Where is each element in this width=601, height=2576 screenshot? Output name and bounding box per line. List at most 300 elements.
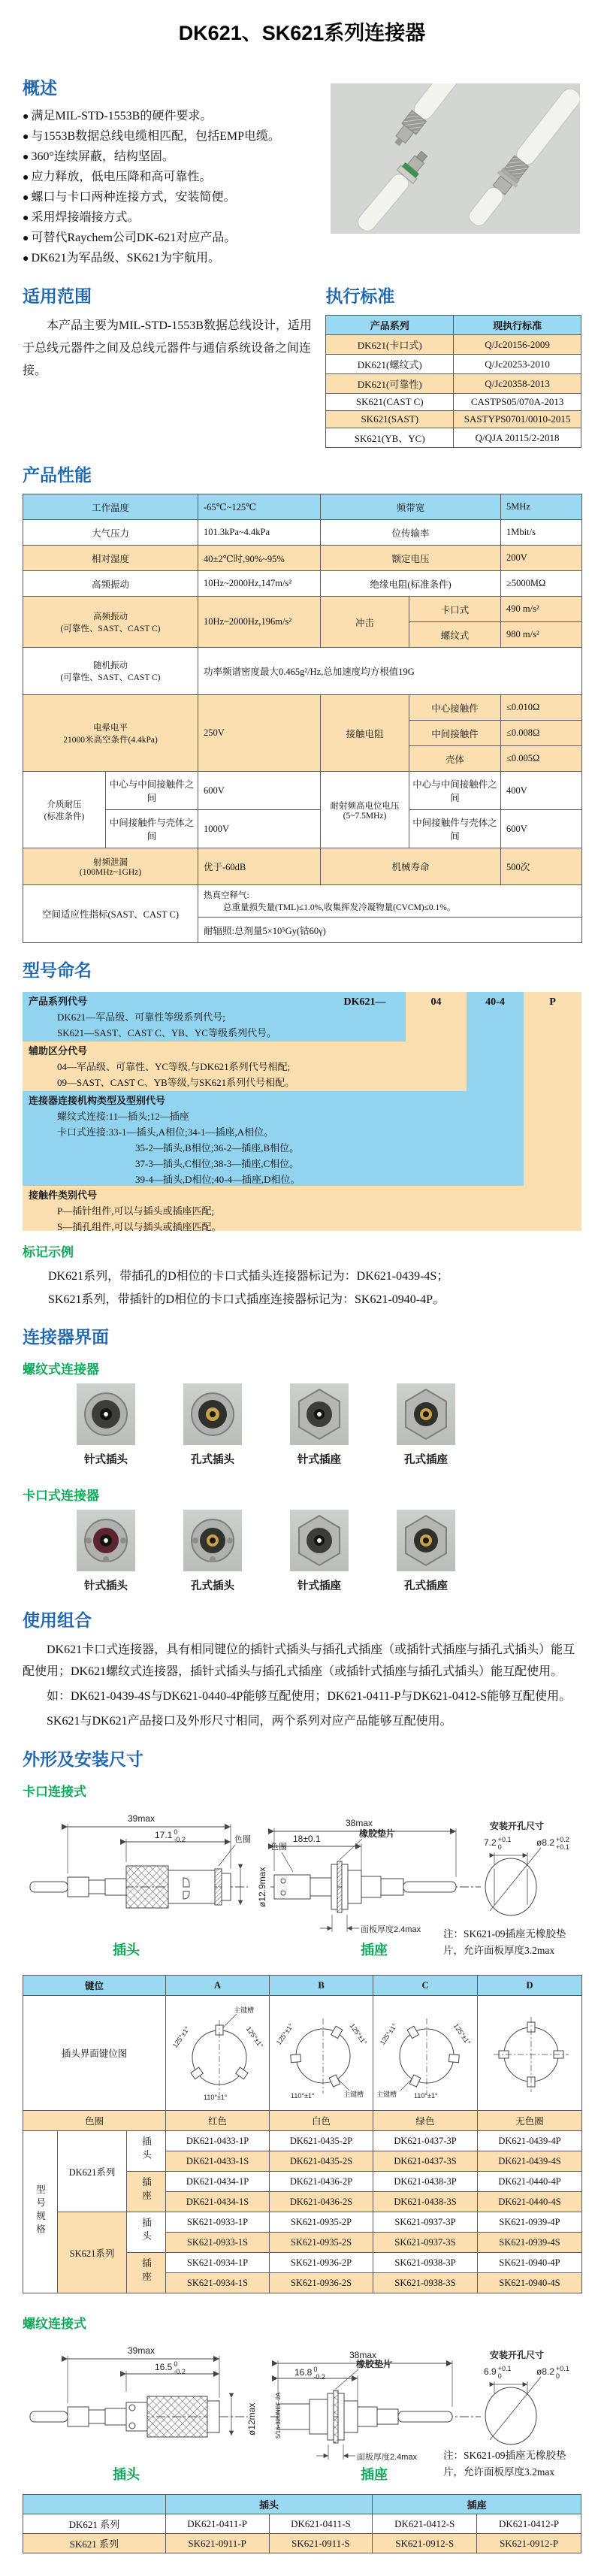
perf-label: 高频振动 — [23, 571, 198, 597]
naming-line: P—插针组件,可以与插头或插座匹配; — [57, 1205, 215, 1217]
connector-face — [397, 1383, 455, 1467]
model-cell: SK621-0911-P — [165, 2534, 269, 2553]
key-header: 键位 — [23, 1976, 166, 1996]
perf-label-line: 21000米高空条件(4.4kPa) — [63, 735, 158, 745]
series-label: DK621 系列 — [23, 2514, 166, 2534]
spec-cell: DK621-0439-4S — [478, 2151, 582, 2172]
dim-socket-front: 18±0.1 — [293, 1834, 321, 1844]
socket-caption: 插座 — [361, 2467, 388, 2482]
perf-sublabel: 中心接触件 — [409, 695, 501, 721]
kind-label — [127, 2131, 166, 2172]
marking-example: SK621系列，带插针的D相位的卡口式插座连接器标记为：SK621-0940-4P。 — [48, 1293, 445, 1306]
feature-item: ● 360°连续屏蔽，结构坚固。 — [23, 147, 320, 168]
face-caption: 孔式插头 — [191, 1580, 234, 1592]
naming-line: 卡口式连接:33-1—插头,A相位;34-1—插座,A相位。 — [57, 1126, 274, 1138]
scope-heading: 适用范围 — [23, 286, 92, 306]
spec-cell: DK621-0440-4S — [478, 2192, 582, 2212]
interface-heading: 连接器界面 — [23, 1327, 109, 1347]
angle-label: 110°±1° — [204, 2094, 228, 2101]
dim-tol-top: 0 — [174, 2360, 178, 2368]
naming-block-title: 连接器连接机构类型及型别代号 — [29, 1095, 166, 1106]
dim-socket-length: 38max — [349, 2350, 377, 2360]
spec-cell: SK621-0937-3S — [373, 2233, 478, 2253]
perf-label — [23, 695, 198, 772]
key-header: C — [373, 1976, 478, 1996]
spec-cell: SK621-0938-3S — [373, 2273, 478, 2293]
perf-value: ≤0.005Ω — [501, 746, 582, 772]
socket-receptacle-photo — [397, 1383, 455, 1445]
bayonet-faces-row — [77, 1510, 581, 1593]
naming-line: DK621—军品级、可靠性等级系列代号; — [57, 1011, 225, 1023]
performance-heading: 产品性能 — [23, 465, 92, 485]
perf-value: -65℃~125℃ — [198, 494, 321, 520]
spec-cell: SK621-0936-2S — [270, 2273, 373, 2293]
standards-cell: Q/QJA 20115/2-2018 — [454, 428, 581, 448]
perf-label: 大气压力 — [23, 520, 198, 546]
kind-label — [127, 2212, 166, 2253]
feature-item: ● 采用焊接端接方式。 — [23, 208, 320, 228]
main-key-label: 主键槽 — [376, 2091, 397, 2098]
spec-cell: SK621-0937-3P — [373, 2212, 478, 2233]
panel-thickness-label: 面板厚度2.4max — [357, 2453, 418, 2462]
key-diagram-cell — [270, 1996, 373, 2111]
perf-value: 101.3kPa~4.4kPa — [198, 520, 321, 546]
dim-value: 17.1 — [155, 1830, 173, 1841]
standards-cell: SK621(YB、YC) — [326, 428, 454, 448]
color-ring-row-label: 色圈 — [23, 2111, 166, 2131]
dim-value: 7.2 — [484, 1837, 497, 1849]
color-ring-value: 无色圈 — [478, 2111, 582, 2131]
feature-item: ● 螺口与卡口两种连接方式，安装简便。 — [23, 188, 320, 208]
perf-label — [23, 648, 198, 695]
dim-plug-length: 39max — [128, 2345, 156, 2356]
key-position-table — [23, 1975, 582, 2293]
threaded-table-header: 插头 — [165, 2495, 373, 2514]
key-diagram-svg — [168, 1997, 270, 2109]
angle-label: 125°±1° — [274, 2021, 295, 2047]
dim-socket-length: 38max — [346, 1818, 373, 1828]
standards-cell: SK621(SAST) — [326, 411, 454, 428]
naming-heading: 型号命名 — [23, 960, 92, 980]
spec-cell: SK621-0933-1P — [166, 2212, 270, 2233]
model-cell: DK621-0412-P — [477, 2514, 581, 2534]
perf-label-line: 随机振动 — [93, 661, 128, 670]
dim-plug-diameter: ø12max — [246, 2402, 257, 2435]
spec-cell: DK621-0435-2S — [270, 2151, 373, 2172]
dim-hole-diameter — [536, 2365, 569, 2380]
perf-value: 250V — [198, 695, 321, 772]
naming-line: 螺纹式连接:11—插头;12—插座 — [57, 1111, 189, 1122]
marking-example: DK621系列，带插孔的D相位的卡口式插头连接器标记为：DK621-0439-4S； — [48, 1270, 449, 1283]
spec-cell: SK621-0933-1S — [166, 2233, 270, 2253]
perf-value: 600V — [198, 772, 321, 810]
perf-label-line: (可靠性、SAST、CAST C) — [60, 624, 161, 633]
pin-plug-photo — [77, 1383, 135, 1445]
kind-label-text: 插头 — [140, 2136, 152, 2163]
standards-col-header: 产品系列 — [326, 316, 454, 335]
marking-section — [23, 1241, 581, 1310]
hole-title: 安装开孔尺寸 — [490, 1821, 545, 1831]
gasket-label: 橡胶垫片 — [359, 1828, 396, 1839]
perf-label — [23, 772, 106, 848]
perf-label — [23, 848, 198, 885]
gasket-label: 橡胶垫片 — [356, 2359, 393, 2369]
perf-value: ≥5000MΩ — [501, 571, 582, 597]
standards-cell: Q/Jc20253-2010 — [454, 355, 581, 374]
socket-receptacle-photo — [397, 1510, 455, 1571]
bayonet-interface-label: 卡口式连接器 — [23, 1489, 99, 1503]
pin-plug-photo — [77, 1510, 135, 1571]
perf-label-line: (可靠性、SAST、CAST C) — [60, 673, 161, 682]
dim-hole-diameter — [536, 1836, 569, 1851]
angle-label: 125°±1° — [452, 2021, 473, 2047]
kind-label-text: 插头 — [140, 2218, 152, 2244]
key-diagram-A — [168, 1997, 267, 2109]
perf-value: 980 m/s² — [501, 622, 582, 648]
dim-value: 16.5 — [155, 2362, 173, 2373]
dim-tol-top: +0.1 — [556, 2365, 569, 2372]
standards-cell: SK621(CAST C) — [326, 394, 454, 411]
key-diagram-C — [375, 1997, 476, 2109]
perf-label — [321, 772, 409, 848]
perf-value: 5MHz — [501, 494, 582, 520]
perf-sublabel: 中间接触件与壳体之间 — [409, 810, 501, 848]
perf-sublabel: 中间接触件 — [409, 721, 501, 746]
connector-face — [290, 1510, 349, 1593]
perf-label-line: 耐射频高电位电压 — [330, 801, 400, 811]
perf-value: ≤0.008Ω — [501, 721, 582, 746]
angle-label: 125°±1° — [171, 2024, 192, 2050]
series-label: SK621系列 — [58, 2212, 127, 2293]
dim-tol-bottom: -0.2 — [313, 2373, 325, 2381]
key-diagram-cell — [478, 1996, 582, 2111]
naming-block-aux — [23, 1042, 467, 1091]
perf-label: 绝缘电阻(标准条件) — [321, 571, 501, 597]
series-label: DK621系列 — [58, 2131, 127, 2212]
face-caption: 孔式插头 — [191, 1454, 234, 1466]
feature-item: ● 满足MIL-STD-1553B的硬件要求。 — [23, 107, 320, 127]
plug-caption: 插头 — [113, 2467, 140, 2482]
dim-value: ø8.2 — [536, 2366, 555, 2378]
spec-cell: SK621-0938-3P — [373, 2253, 478, 2273]
angle-label: 125°±1° — [244, 2024, 265, 2050]
dim-tol-bottom: 0 — [497, 1843, 502, 1851]
perf-label-line: 射频泄漏 — [93, 858, 128, 867]
naming-line: 35-2—插头,B相位;36-2—插座,B相位。 — [135, 1142, 300, 1153]
perf-value: 10Hz~2000Hz,147m/s² — [198, 571, 321, 597]
perf-value: 200V — [501, 546, 582, 571]
naming-line: 37-3—插头,C相位;38-3—插座,C相位。 — [135, 1158, 300, 1169]
perf-value: 优于-60dB — [198, 848, 321, 885]
color-ring-value: 白色 — [270, 2111, 373, 2131]
socket-plug-photo — [183, 1383, 242, 1445]
socket-caption: 插座 — [361, 1943, 388, 1958]
face-caption: 针式插头 — [84, 1580, 128, 1592]
dim-tol-top: 0 — [313, 2366, 318, 2373]
naming-block-type — [23, 1091, 524, 1186]
standards-cell: Q/Jc20358-2013 — [454, 374, 581, 394]
perf-label — [23, 597, 198, 648]
model-cell: DK621-0411-S — [269, 2514, 373, 2534]
dim-tol-top: +0.1 — [497, 2365, 512, 2372]
standards-heading: 执行标准 — [325, 286, 395, 306]
dim-plug-length: 39max — [128, 1813, 156, 1824]
perf-value-line: 总重量损失量(TML)≤1.0%,收集挥发冷凝物量(CVCM)≤0.1%。 — [223, 903, 456, 912]
kind-label — [127, 2253, 166, 2293]
standards-col-header: 现执行标准 — [454, 316, 581, 335]
model-cell: SK621-0912-S — [373, 2534, 477, 2553]
perf-label: 空间适应性指标(SAST、CAST C) — [23, 885, 198, 943]
naming-line: SK621—SAST、CAST C、YB、YC等级系列代号。 — [57, 1027, 276, 1039]
perf-sublabel: 螺纹式 — [409, 622, 501, 648]
perf-label: 相对湿度 — [23, 546, 198, 571]
usage-paragraph: DK621卡口式连接器，具有相同键位的插针式插头与插孔式插座（或插针式插座与插孔式插头）能互配使用；DK621螺纹式连接器，插针式插头与插孔式插座（或插针式插座与插孔式插头）能互配使用。 — [23, 1643, 575, 1678]
key-diagram-cell — [373, 1996, 478, 2111]
perf-value: ≤0.010Ω — [501, 695, 582, 721]
model-cell: SK621-0912-P — [477, 2534, 581, 2553]
perf-value: 耐辐照:总剂量5×10⁵Gy(钴60γ) — [198, 918, 582, 943]
spec-cell: DK621-0435-2P — [270, 2131, 373, 2151]
perf-sublabel: 中间接触件与壳体之间 — [106, 810, 198, 848]
socket-plug-photo — [183, 1510, 242, 1571]
color-ring-label: 色圈 — [234, 1835, 251, 1844]
gasket-note: 注：SK621-09插座无橡胶垫片，允许面板厚度3.2max — [443, 1928, 566, 1956]
perf-label-line: 高频振动 — [93, 612, 128, 621]
spec-cell: DK621-0440-4P — [478, 2172, 582, 2192]
dim-value: 16.8 — [294, 2367, 313, 2378]
spec-cell: SK621-0939-4S — [478, 2233, 582, 2253]
color-ring-label: 色圈 — [270, 1843, 287, 1852]
main-key-label: 主键槽 — [234, 2006, 255, 2014]
connector-face — [77, 1383, 135, 1467]
connector-face — [183, 1510, 242, 1593]
dim-socket-front — [294, 2366, 325, 2381]
threaded-dims-label: 螺纹连接式 — [23, 2317, 86, 2331]
standards-cell: DK621(螺纹式) — [326, 355, 454, 374]
naming-block-contact — [23, 1186, 524, 1231]
spec-cell: DK621-0436-2P — [270, 2172, 373, 2192]
key-diagram-cell — [166, 1996, 270, 2111]
key-header: B — [270, 1976, 373, 1996]
naming-line: 04—军品级、可靠性、YC等级,与DK621系列代号相配; — [57, 1061, 291, 1072]
spec-cell: DK621-0433-1S — [166, 2151, 270, 2172]
connector-face — [183, 1383, 242, 1467]
performance-table — [23, 494, 582, 943]
standards-cell: DK621(可靠性) — [326, 374, 454, 394]
kind-label-text: 插座 — [140, 2177, 152, 2203]
angle-label: 125°±1° — [348, 2021, 369, 2047]
perf-value: 490 m/s² — [501, 597, 582, 622]
feature-item: ● DK621为军品级、SK621为宇航用。 — [23, 249, 320, 269]
spec-cell: SK621-0940-4S — [478, 2273, 582, 2293]
connector-face — [397, 1510, 455, 1593]
dim-value: ø8.2 — [536, 1837, 555, 1849]
hole-title: 安装开孔尺寸 — [490, 2350, 545, 2360]
face-caption: 孔式插座 — [404, 1580, 448, 1592]
bayonet-drawings — [23, 1806, 581, 1967]
feature-item: ● 应力释放，低电压降和高可靠性。 — [23, 168, 320, 188]
scope-text: 本产品主要为MIL-STD-1553B数据总线设计，适用于总线元器件之间及总线元器件与通信系统设备之间连接。 — [23, 319, 312, 377]
dim-hole-width — [484, 1836, 511, 1851]
feature-item: ● 与1553B数据总线电缆相匹配，包括EMP电缆。 — [23, 127, 320, 147]
spec-cell: DK621-0438-3S — [373, 2192, 478, 2212]
bayonet-dims-label: 卡口连接式 — [23, 1785, 86, 1799]
perf-label-line: 电晕电平 — [93, 723, 128, 733]
key-diagram-label: 插头界面键位图 — [23, 1996, 166, 2111]
connector-face — [290, 1383, 349, 1467]
standards-table — [325, 315, 581, 448]
kind-label-text: 插座 — [140, 2258, 152, 2284]
spec-cell: SK621-0935-2S — [270, 2233, 373, 2253]
dim-hole-width — [484, 2365, 511, 2380]
plug-caption: 插头 — [113, 1943, 140, 1958]
thread-spec-label: 5/16-32UNEF-2A — [275, 2392, 282, 2438]
face-caption: 孔式插座 — [404, 1454, 448, 1466]
key-header: D — [478, 1976, 582, 1996]
naming-diagram — [23, 992, 581, 1231]
naming-line: S—插孔组件,可以与插头或插座匹配。 — [57, 1221, 222, 1232]
perf-label: 频带宽 — [321, 494, 501, 520]
pin-receptacle-photo — [290, 1510, 349, 1571]
perf-label-line: (标准条件) — [44, 812, 85, 821]
model-cell: DK621-0412-S — [373, 2514, 477, 2534]
dim-value: 6.9 — [484, 2366, 497, 2378]
perf-label-line: (100MHz~1GHz) — [79, 868, 142, 877]
perf-label-line: 介质耐压 — [47, 800, 82, 809]
perf-value: 500次 — [501, 848, 582, 885]
spec-cell: SK621-0939-4P — [478, 2212, 582, 2233]
spec-cell: DK621-0439-4P — [478, 2131, 582, 2151]
standards-cell: SASTYPS0701/0010-2015 — [454, 411, 581, 428]
perf-sublabel: 卡口式 — [409, 597, 501, 622]
dim-tol-bottom: 0 — [497, 2372, 502, 2380]
angle-label: 110°±1° — [291, 2092, 315, 2100]
spec-cell: DK621-0434-1S — [166, 2192, 270, 2212]
naming-block-title: 产品系列代号 — [29, 996, 88, 1007]
perf-value: 40±2℃时,90%~95% — [198, 546, 321, 571]
naming-line: 09—SAST、CAST C、YB等级,与SK621系列代号相配。 — [57, 1077, 295, 1088]
color-ring-value: 红色 — [166, 2111, 270, 2131]
kind-label — [127, 2172, 166, 2212]
perf-sublabel: 中心与中间接触件之间 — [409, 772, 501, 810]
dim-tol-bottom: 0 — [556, 2372, 560, 2380]
perf-value: 600V — [501, 810, 582, 848]
naming-block-title: 接触件类别代号 — [29, 1190, 98, 1201]
key-diagram-svg — [479, 1997, 582, 2109]
standards-cell: CASTPS05/070A-2013 — [454, 394, 581, 411]
key-diagram-B — [271, 1997, 371, 2109]
perf-value: 10Hz~2000Hz,196m/s² — [198, 597, 321, 648]
perf-value: 功率频谱密度最大0.465g²/Hz,总加速度均方根值19G — [198, 648, 582, 695]
naming-code-type: 40-4 — [485, 996, 505, 1008]
face-caption: 针式插座 — [297, 1580, 341, 1592]
feature-item: ● 可替代Raychem公司DK-621对应产品。 — [23, 228, 320, 249]
dim-tol-top: +0.2 — [556, 1836, 569, 1843]
naming-code-contact: P — [549, 996, 556, 1008]
threaded-drawings — [23, 2338, 581, 2488]
dim-tol-top: 0 — [174, 1828, 178, 1836]
spec-cell: DK621-0437-3P — [373, 2131, 478, 2151]
perf-label-line: (5~7.5MHz) — [343, 811, 387, 821]
standards-cell: Q/Jc20156-2009 — [454, 335, 581, 355]
naming-contact-column — [524, 992, 581, 1231]
perf-value-line: 热真空释气: — [204, 891, 249, 900]
panel-thickness-label: 面板厚度2.4max — [361, 1925, 421, 1934]
spec-cell: SK621-0934-1S — [166, 2273, 270, 2293]
angle-label: 125°±1° — [378, 2021, 399, 2047]
threaded-table-header: 插座 — [373, 2495, 581, 2514]
scope-standards-section — [23, 269, 581, 448]
naming-code-series: DK621— — [343, 996, 386, 1008]
usage-heading: 使用组合 — [23, 1610, 92, 1630]
spec-cell: DK621-0438-3P — [373, 2172, 478, 2192]
overview-section — [23, 61, 581, 269]
perf-value — [198, 885, 582, 918]
perf-label: 工作温度 — [23, 494, 198, 520]
page-title: DK621、SK621系列连接器 — [178, 22, 426, 44]
spec-cell: SK621-0935-2P — [270, 2212, 373, 2233]
key-header: A — [166, 1976, 270, 1996]
key-diagram-D — [479, 1997, 580, 2109]
dim-plug-front — [155, 2360, 186, 2375]
perf-label: 机械寿命 — [321, 848, 501, 885]
perf-label: 额定电压 — [321, 546, 501, 571]
main-key-label: 主键槽 — [343, 2091, 364, 2098]
connector-face — [77, 1510, 135, 1593]
naming-code-aux: 04 — [430, 996, 442, 1008]
dim-tol-top: +0.1 — [497, 1836, 512, 1843]
spec-cell: SK621-0936-2P — [270, 2253, 373, 2273]
face-caption: 针式插座 — [297, 1454, 341, 1466]
face-caption: 针式插头 — [84, 1454, 128, 1466]
dim-tol-bottom: -0.2 — [174, 1836, 186, 1843]
standards-cell: DK621(卡口式) — [326, 335, 454, 355]
pin-receptacle-photo — [290, 1383, 349, 1445]
threaded-table-corner — [23, 2495, 166, 2514]
spec-cell: SK621-0934-1P — [166, 2253, 270, 2273]
dim-plug-front — [155, 1828, 186, 1843]
perf-value: 400V — [501, 772, 582, 810]
perf-label: 冲击 — [321, 597, 409, 648]
series-label: SK621 系列 — [23, 2534, 166, 2553]
dimensions-heading: 外形及安装尺寸 — [23, 1749, 143, 1769]
threaded-faces-row — [77, 1383, 581, 1467]
spec-cell: DK621-0433-1P — [166, 2131, 270, 2151]
dim-plug-diameter: ø12.9max — [257, 1867, 267, 1907]
angle-label: 110°±1° — [414, 2092, 438, 2100]
naming-block-title: 辅助区分代号 — [29, 1045, 88, 1057]
perf-sublabel: 壳体 — [409, 746, 501, 772]
product-photo — [331, 83, 580, 234]
threaded-models-table — [23, 2494, 581, 2553]
dim-tol-bottom: +0.1 — [556, 1843, 569, 1851]
overview-heading: 概述 — [23, 78, 57, 98]
marking-heading: 标记示例 — [23, 1245, 74, 1259]
usage-paragraph: SK621与DK621产品接口及外形尺寸相同，两个系列对应产品能够互配使用。 — [47, 1715, 452, 1728]
dim-tol-bottom: -0.2 — [174, 2368, 186, 2375]
perf-value: 1000V — [198, 810, 321, 848]
spec-cell: DK621-0437-3S — [373, 2151, 478, 2172]
feature-list — [23, 107, 320, 269]
spec-cell: DK621-0434-1P — [166, 2172, 270, 2192]
spec-cell: SK621-0940-4P — [478, 2253, 582, 2273]
usage-section — [23, 1607, 581, 1732]
perf-sublabel: 中心与中间接触件之间 — [106, 772, 198, 810]
spec-group-label — [23, 2131, 58, 2293]
perf-label: 接触电阻 — [321, 695, 409, 772]
spec-group-label-text: 型号规格 — [35, 2184, 46, 2237]
spec-cell: DK621-0436-2S — [270, 2192, 373, 2212]
